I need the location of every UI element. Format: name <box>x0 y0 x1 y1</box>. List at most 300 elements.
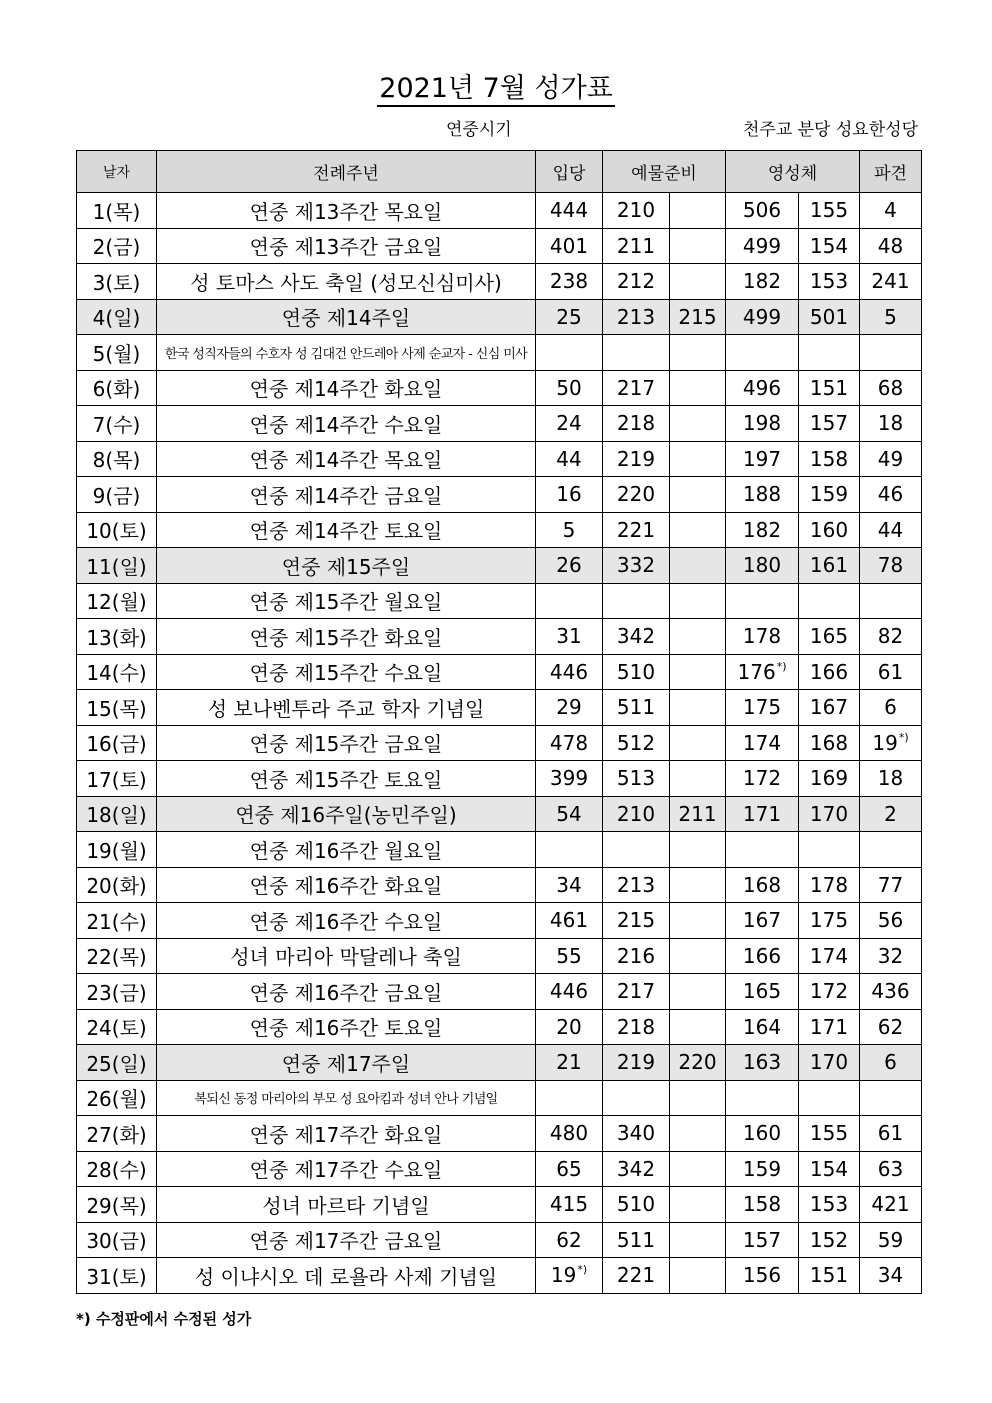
date-cell <box>77 1080 157 1116</box>
dismissal-hymn-text: 18 <box>877 766 904 791</box>
hymn-table <box>76 150 922 1294</box>
offertory-hymn-2 <box>670 406 726 442</box>
communion-hymn-2 <box>799 1009 860 1045</box>
communion-hymn-2-text: 167 <box>809 695 849 720</box>
entrance-hymn <box>536 370 603 406</box>
offertory-hymn-1-text: 220 <box>616 482 656 507</box>
offertory-hymn-1-text: 219 <box>616 1050 656 1075</box>
entrance-hymn <box>536 796 603 832</box>
table-row <box>77 1258 922 1294</box>
communion-hymn-1 <box>726 228 799 264</box>
communion-hymn-2 <box>799 228 860 264</box>
offertory-hymn-1 <box>603 335 670 371</box>
communion-hymn-1 <box>726 477 799 513</box>
dismissal-hymn <box>860 725 922 761</box>
date-cell <box>77 1045 157 1081</box>
offertory-hymn-2 <box>670 370 726 406</box>
offertory-hymn-1-text: 512 <box>616 730 656 755</box>
liturgy-cell-text: 성 보나벤투라 주교 학자 기념일 <box>207 696 485 721</box>
dismissal-hymn-text: 61 <box>877 1121 904 1146</box>
liturgy-cell-text: 연중 제16주간 수요일 <box>249 909 443 934</box>
communion-hymn-1-text: 168 <box>742 872 782 897</box>
communion-hymn-2 <box>799 1116 860 1152</box>
liturgy-cell-text: 성 토마스 사도 축일 (성모신심미사) <box>190 270 502 295</box>
communion-hymn-1 <box>726 938 799 974</box>
date-cell <box>77 370 157 406</box>
communion-hymn-2-text: 169 <box>809 766 849 791</box>
entrance-hymn-text: 24 <box>556 411 582 436</box>
liturgy-cell <box>157 299 536 335</box>
date-cell-text: 12(월) <box>86 590 147 615</box>
dismissal-hymn <box>860 193 922 229</box>
offertory-hymn-2 <box>670 903 726 939</box>
entrance-hymn <box>536 1116 603 1152</box>
communion-hymn-1 <box>726 867 799 903</box>
date-cell-text: 10(토) <box>86 519 147 544</box>
date-cell <box>77 441 157 477</box>
offertory-hymn-2 <box>670 548 726 584</box>
communion-hymn-1-text: 198 <box>742 411 782 436</box>
communion-hymn-1 <box>726 690 799 726</box>
dismissal-hymn-text: 61 <box>877 659 904 684</box>
date-cell-text: 23(금) <box>86 980 147 1005</box>
dismissal-hymn-text: 436 <box>871 979 910 1004</box>
communion-hymn-1 <box>726 512 799 548</box>
offertory-hymn-1-text: 221 <box>616 1263 656 1288</box>
liturgy-cell-text: 한국 성직자들의 수호자 성 김대건 안드레아 사제 순교자 - 신심 미사 <box>164 346 528 362</box>
date-cell <box>77 1187 157 1223</box>
offertory-hymn-2 <box>670 299 726 335</box>
entrance-hymn <box>536 725 603 761</box>
liturgy-cell <box>157 938 536 974</box>
season-label: 연중시기 <box>446 120 512 140</box>
entrance-hymn-text: 34 <box>556 872 582 897</box>
date-cell-text: 14(수) <box>86 661 147 686</box>
entrance-hymn-text: 238 <box>549 269 589 294</box>
communion-hymn-1 <box>726 370 799 406</box>
entrance-hymn-text: 16 <box>556 482 582 507</box>
communion-hymn-1 <box>726 1080 799 1116</box>
offertory-hymn-2-text: 211 <box>678 801 717 826</box>
communion-hymn-2 <box>799 406 860 442</box>
date-cell <box>77 690 157 726</box>
communion-hymn-2-text: 157 <box>809 411 849 436</box>
offertory-hymn-1 <box>603 761 670 797</box>
offertory-hymn-1 <box>603 938 670 974</box>
offertory-hymn-2 <box>670 1151 726 1187</box>
communion-hymn-1-text: 176 <box>737 659 776 684</box>
dismissal-hymn-text: 82 <box>877 624 904 649</box>
table-body <box>77 193 922 1294</box>
entrance-hymn-text: 444 <box>549 198 589 223</box>
offertory-hymn-1 <box>603 583 670 619</box>
liturgy-cell-text: 연중 제14주간 화요일 <box>249 377 443 402</box>
communion-hymn-2-text: 152 <box>809 1227 849 1252</box>
communion-hymn-2 <box>799 264 860 300</box>
communion-hymn-2 <box>799 832 860 868</box>
table-row <box>77 264 922 300</box>
table-row <box>77 512 922 548</box>
offertory-hymn-2 <box>670 938 726 974</box>
date-cell <box>77 832 157 868</box>
liturgy-cell-text: 연중 제14주간 금요일 <box>249 483 443 508</box>
communion-hymn-2-text: 170 <box>809 1050 849 1075</box>
header-date: 날자 <box>77 151 157 193</box>
offertory-hymn-2 <box>670 228 726 264</box>
liturgy-cell <box>157 335 536 371</box>
table-row <box>77 228 922 264</box>
communion-hymn-2 <box>799 761 860 797</box>
liturgy-cell <box>157 1116 536 1152</box>
dismissal-hymn-text: 421 <box>871 1192 910 1217</box>
date-cell <box>77 796 157 832</box>
entrance-hymn <box>536 1187 603 1223</box>
liturgy-cell <box>157 619 536 655</box>
dismissal-hymn <box>860 761 922 797</box>
communion-hymn-1 <box>726 548 799 584</box>
header-dismissal: 파견 <box>860 151 922 193</box>
date-cell <box>77 406 157 442</box>
entrance-hymn-text: 446 <box>549 979 589 1004</box>
offertory-hymn-1-text: 219 <box>616 446 656 471</box>
dismissal-hymn <box>860 1258 922 1294</box>
table-row <box>77 619 922 655</box>
date-cell-text: 2(금) <box>92 235 141 260</box>
entrance-hymn-text: 55 <box>556 943 582 968</box>
dismissal-hymn <box>860 654 922 690</box>
dismissal-hymn-text: 46 <box>877 482 904 507</box>
offertory-hymn-1 <box>603 1151 670 1187</box>
offertory-hymn-1-text: 217 <box>616 979 656 1004</box>
communion-hymn-2 <box>799 299 860 335</box>
entrance-hymn <box>536 1080 603 1116</box>
offertory-hymn-1-text: 332 <box>616 553 656 578</box>
liturgy-cell <box>157 690 536 726</box>
date-cell <box>77 1258 157 1294</box>
liturgy-cell-text: 연중 제17주일 <box>281 1051 411 1076</box>
offertory-hymn-1 <box>603 867 670 903</box>
liturgy-cell-text: 연중 제17주간 화요일 <box>249 1122 443 1147</box>
offertory-hymn-1 <box>603 619 670 655</box>
dismissal-hymn-text: 48 <box>877 233 904 258</box>
offertory-hymn-1 <box>603 193 670 229</box>
offertory-hymn-2 <box>670 477 726 513</box>
communion-hymn-1-text: 172 <box>742 766 782 791</box>
entrance-hymn <box>536 1151 603 1187</box>
liturgy-cell-text: 연중 제14주간 토요일 <box>249 519 443 544</box>
entrance-hymn <box>536 867 603 903</box>
communion-hymn-1 <box>726 619 799 655</box>
offertory-hymn-2 <box>670 725 726 761</box>
communion-hymn-1-text: 182 <box>742 517 782 542</box>
table-row <box>77 477 922 513</box>
date-cell-text: 16(금) <box>86 732 147 757</box>
table-row <box>77 335 922 371</box>
offertory-hymn-2 <box>670 1080 726 1116</box>
communion-hymn-2-text: 166 <box>809 659 849 684</box>
entrance-hymn <box>536 1258 603 1294</box>
communion-hymn-2-text: 153 <box>809 1192 849 1217</box>
dismissal-hymn-text: 44 <box>877 517 904 542</box>
date-cell-text: 20(화) <box>86 874 147 899</box>
offertory-hymn-1 <box>603 299 670 335</box>
communion-hymn-1 <box>726 832 799 868</box>
liturgy-cell-text: 성 이냐시오 데 로욜라 사제 기념일 <box>194 1264 498 1289</box>
dismissal-hymn <box>860 441 922 477</box>
offertory-hymn-2 <box>670 654 726 690</box>
communion-hymn-2-text: 172 <box>809 979 849 1004</box>
liturgy-cell <box>157 406 536 442</box>
entrance-hymn <box>536 903 603 939</box>
liturgy-cell <box>157 1151 536 1187</box>
communion-hymn-2-text: 151 <box>809 1263 849 1288</box>
offertory-hymn-2-text: 215 <box>678 304 717 329</box>
entrance-hymn-text: 5 <box>562 517 576 542</box>
entrance-hymn-text: 446 <box>549 659 589 684</box>
offertory-hymn-1-text: 215 <box>616 908 656 933</box>
date-cell <box>77 548 157 584</box>
table-row <box>77 903 922 939</box>
communion-hymn-1-text: 157 <box>742 1227 782 1252</box>
offertory-hymn-1 <box>603 1258 670 1294</box>
communion-hymn-1 <box>726 406 799 442</box>
communion-hymn-1-text: 156 <box>742 1263 782 1288</box>
dismissal-hymn-text: 59 <box>877 1227 904 1252</box>
communion-hymn-1 <box>726 796 799 832</box>
dismissal-hymn <box>860 548 922 584</box>
offertory-hymn-2 <box>670 264 726 300</box>
offertory-hymn-1 <box>603 228 670 264</box>
dismissal-hymn <box>860 1116 922 1152</box>
dismissal-hymn <box>860 335 922 371</box>
table-row <box>77 1151 922 1187</box>
entrance-hymn-text: 399 <box>549 766 589 791</box>
table-row <box>77 974 922 1010</box>
liturgy-cell-text: 연중 제17주간 금요일 <box>249 1229 443 1254</box>
date-cell-text: 6(화) <box>92 377 141 402</box>
date-cell-text: 8(목) <box>92 448 141 473</box>
liturgy-cell-text: 연중 제15주일 <box>281 554 411 579</box>
liturgy-cell <box>157 654 536 690</box>
dismissal-hymn <box>860 406 922 442</box>
dismissal-hymn <box>860 903 922 939</box>
liturgy-cell <box>157 583 536 619</box>
date-cell-text: 21(수) <box>86 909 147 934</box>
revision-mark: *) <box>776 659 787 673</box>
offertory-hymn-2 <box>670 441 726 477</box>
communion-hymn-1-text: 160 <box>742 1121 782 1146</box>
offertory-hymn-1 <box>603 512 670 548</box>
table-row <box>77 1222 922 1258</box>
entrance-hymn-text: 21 <box>556 1050 582 1075</box>
communion-hymn-2 <box>799 690 860 726</box>
header-communion: 영성체 <box>726 151 860 193</box>
offertory-hymn-1 <box>603 370 670 406</box>
liturgy-cell-text: 연중 제15주간 토요일 <box>249 767 443 792</box>
offertory-hymn-1 <box>603 1116 670 1152</box>
dismissal-hymn-text: 34 <box>877 1263 904 1288</box>
liturgy-cell <box>157 903 536 939</box>
communion-hymn-1 <box>726 1222 799 1258</box>
date-cell-text: 28(수) <box>86 1158 147 1183</box>
liturgy-cell <box>157 512 536 548</box>
offertory-hymn-1 <box>603 1222 670 1258</box>
liturgy-cell <box>157 264 536 300</box>
offertory-hymn-2 <box>670 193 726 229</box>
table-row <box>77 867 922 903</box>
offertory-hymn-1-text: 213 <box>616 304 656 329</box>
communion-hymn-2-text: 160 <box>809 517 849 542</box>
date-cell-text: 15(목) <box>86 696 147 721</box>
communion-hymn-1-text: 499 <box>742 233 782 258</box>
date-cell <box>77 1009 157 1045</box>
liturgy-cell-text: 연중 제15주간 금요일 <box>249 732 443 757</box>
communion-hymn-2-text: 501 <box>809 304 849 329</box>
offertory-hymn-2 <box>670 1116 726 1152</box>
dismissal-hymn <box>860 619 922 655</box>
offertory-hymn-2 <box>670 867 726 903</box>
communion-hymn-1 <box>726 1187 799 1223</box>
date-cell <box>77 335 157 371</box>
table-row <box>77 441 922 477</box>
entrance-hymn-text: 44 <box>556 446 582 471</box>
liturgy-cell-text: 연중 제16주간 월요일 <box>249 838 443 863</box>
dismissal-hymn <box>860 1080 922 1116</box>
offertory-hymn-2 <box>670 512 726 548</box>
dismissal-hymn-text: 68 <box>877 375 904 400</box>
entrance-hymn <box>536 548 603 584</box>
communion-hymn-2 <box>799 477 860 513</box>
dismissal-hymn-text: 2 <box>884 801 897 826</box>
offertory-hymn-1-text: 513 <box>616 766 656 791</box>
dismissal-hymn-text: 6 <box>884 695 897 720</box>
communion-hymn-2 <box>799 938 860 974</box>
offertory-hymn-1-text: 510 <box>616 1192 656 1217</box>
communion-hymn-1 <box>726 654 799 690</box>
dismissal-hymn <box>860 1187 922 1223</box>
dismissal-hymn-text: 78 <box>877 553 904 578</box>
communion-hymn-2 <box>799 1045 860 1081</box>
communion-hymn-1 <box>726 974 799 1010</box>
offertory-hymn-1 <box>603 1009 670 1045</box>
entrance-hymn-text: 480 <box>549 1121 589 1146</box>
communion-hymn-2-text: 159 <box>809 482 849 507</box>
dismissal-hymn <box>860 264 922 300</box>
entrance-hymn-text: 26 <box>556 553 582 578</box>
offertory-hymn-1-text: 342 <box>616 624 656 649</box>
dismissal-hymn <box>860 867 922 903</box>
communion-hymn-1-text: 163 <box>742 1050 782 1075</box>
page-title <box>0 66 992 105</box>
dismissal-hymn-text: 4 <box>884 198 897 223</box>
dismissal-hymn <box>860 938 922 974</box>
date-cell <box>77 1151 157 1187</box>
communion-hymn-2 <box>799 903 860 939</box>
communion-hymn-1-text: 166 <box>742 943 782 968</box>
date-cell <box>77 654 157 690</box>
offertory-hymn-2 <box>670 1222 726 1258</box>
entrance-hymn <box>536 335 603 371</box>
communion-hymn-1-text: 171 <box>742 801 782 826</box>
entrance-hymn <box>536 228 603 264</box>
entrance-hymn-text: 50 <box>556 375 582 400</box>
entrance-hymn <box>536 938 603 974</box>
table-row <box>77 1045 922 1081</box>
offertory-hymn-2 <box>670 1009 726 1045</box>
header-liturgy: 전례주년 <box>157 151 536 193</box>
date-cell-text: 4(일) <box>92 306 141 331</box>
communion-hymn-1-text: 158 <box>742 1192 782 1217</box>
liturgy-cell-text: 연중 제14주간 수요일 <box>249 412 443 437</box>
title-text: 2021년 7월 성가표 <box>377 73 614 107</box>
communion-hymn-2-text: 153 <box>809 269 849 294</box>
communion-hymn-1 <box>726 1116 799 1152</box>
table-row <box>77 406 922 442</box>
liturgy-cell-text: 연중 제15주간 화요일 <box>249 625 443 650</box>
dismissal-hymn <box>860 477 922 513</box>
entrance-hymn-text: 461 <box>549 908 589 933</box>
entrance-hymn <box>536 264 603 300</box>
communion-hymn-2 <box>799 1080 860 1116</box>
date-cell-text: 11(일) <box>86 554 147 579</box>
liturgy-cell-text: 연중 제13주간 금요일 <box>249 235 443 260</box>
entrance-hymn-text: 478 <box>549 730 589 755</box>
liturgy-cell-text: 성녀 마르타 기념일 <box>262 1193 430 1218</box>
entrance-hymn <box>536 406 603 442</box>
offertory-hymn-1 <box>603 796 670 832</box>
date-cell-text: 9(금) <box>92 483 141 508</box>
communion-hymn-2-text: 178 <box>809 872 849 897</box>
offertory-hymn-1 <box>603 832 670 868</box>
table-row <box>77 548 922 584</box>
dismissal-hymn <box>860 583 922 619</box>
communion-hymn-1-text: 197 <box>742 446 782 471</box>
entrance-hymn <box>536 1009 603 1045</box>
communion-hymn-1-text: 180 <box>742 553 782 578</box>
dismissal-hymn-text: 62 <box>877 1014 904 1039</box>
table-row <box>77 725 922 761</box>
entrance-hymn-text: 62 <box>556 1227 582 1252</box>
communion-hymn-2 <box>799 441 860 477</box>
communion-hymn-1 <box>726 761 799 797</box>
communion-hymn-1-text: 165 <box>742 979 782 1004</box>
date-cell-text: 19(월) <box>86 838 147 863</box>
communion-hymn-2-text: 175 <box>809 908 849 933</box>
communion-hymn-2 <box>799 1222 860 1258</box>
liturgy-cell <box>157 1222 536 1258</box>
date-cell-text: 17(토) <box>86 767 147 792</box>
liturgy-cell <box>157 477 536 513</box>
date-cell <box>77 299 157 335</box>
communion-hymn-2-text: 151 <box>809 375 849 400</box>
dismissal-hymn <box>860 690 922 726</box>
offertory-hymn-1 <box>603 690 670 726</box>
date-cell <box>77 725 157 761</box>
table-row <box>77 370 922 406</box>
dismissal-hymn-text: 49 <box>877 446 904 471</box>
communion-hymn-2-text: 161 <box>809 553 849 578</box>
table-row <box>77 796 922 832</box>
liturgy-cell-text: 연중 제16주일(농민주일) <box>235 803 457 828</box>
footnote: *) 수정판에서 수정된 성가 <box>76 1310 252 1328</box>
communion-hymn-1-text: 164 <box>742 1014 782 1039</box>
communion-hymn-1 <box>726 1045 799 1081</box>
communion-hymn-1-text: 182 <box>742 269 782 294</box>
communion-hymn-2 <box>799 370 860 406</box>
date-cell-text: 27(화) <box>86 1122 147 1147</box>
offertory-hymn-1-text: 511 <box>616 1227 656 1252</box>
communion-hymn-1-text: 496 <box>742 375 782 400</box>
